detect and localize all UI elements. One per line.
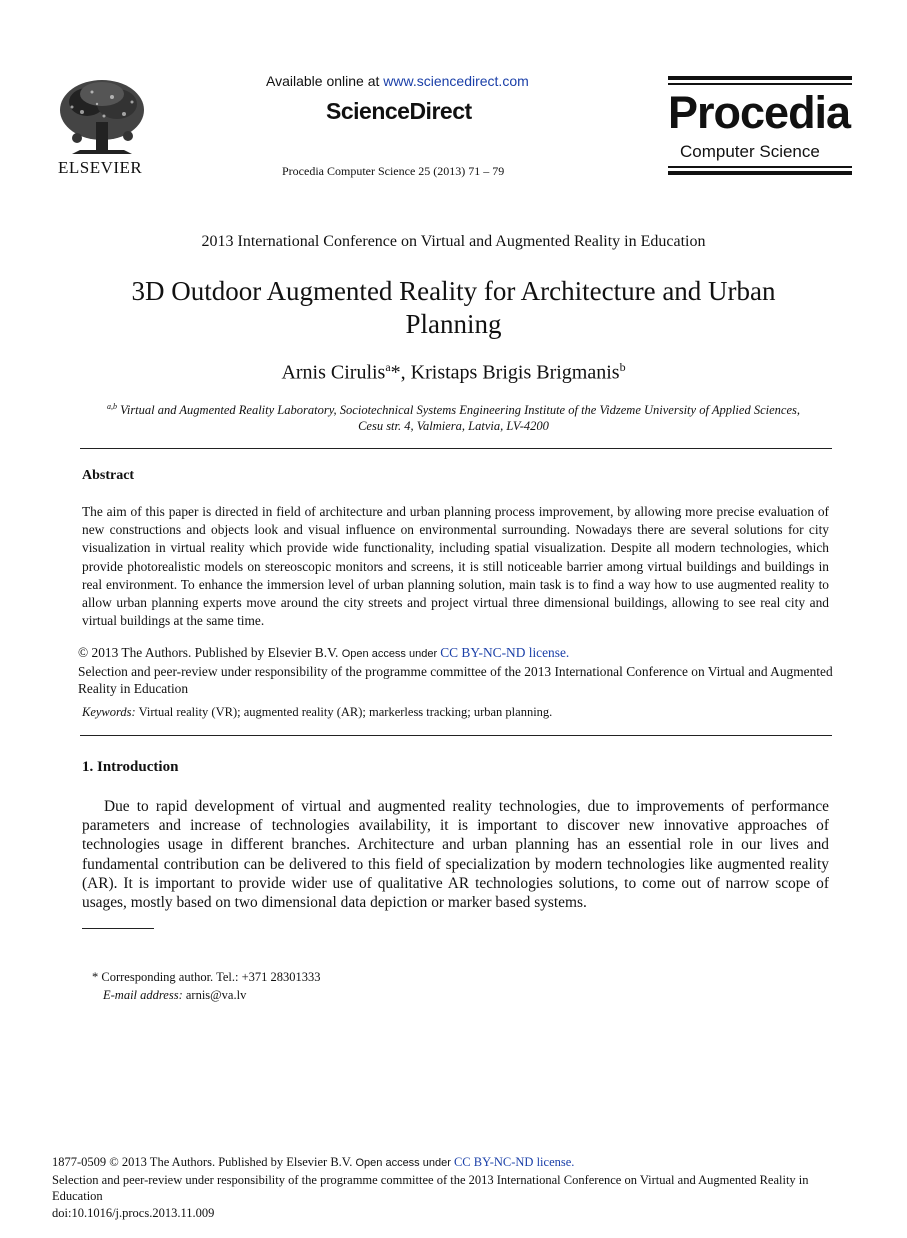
keywords-label: Keywords:	[82, 705, 136, 719]
affiliation-mark: a,b	[107, 402, 118, 411]
procedia-logo-title: Procedia	[668, 87, 851, 138]
email-label: E-mail address:	[103, 988, 183, 1002]
keywords-list: Virtual reality (VR); augmented reality (AR); markerless tracking; urban planning.	[135, 705, 553, 719]
procedia-logo-top-rule	[668, 76, 852, 80]
paper-title-line-1: 3D Outdoor Augmented Reality for Architecture and Urban	[131, 276, 776, 306]
footer-copyright-line	[52, 1154, 852, 1172]
procedia-logo-top-rule-thin	[668, 83, 852, 85]
peer-review-statement: Selection and peer-review under responsibility of the programme committee of the 2013 International Conference on Virtual and Augmented Reality in Education	[78, 664, 833, 696]
footer-open-access-label: Open access under	[355, 1157, 454, 1169]
introduction-paragraph: Due to rapid development of virtual and augmented reality technologies, due to improvements of performance parameters and increase of technologies availability, it is important to discover new innovative approaches of technologies usage in different branches. Architecture and urban planning has an essential role in our lives and fundamental contribution can be delivered to this field of specialization by modern technologies like augmented reality (AR). It is important to provide wider use of qualitative AR technologies solutions, to come out of narrow scope of usages, mostly based on two dimensional data depiction or marker based systems.	[82, 798, 829, 912]
author-separator: *,	[390, 361, 411, 384]
procedia-logo-bottom-rule-thin	[668, 166, 852, 168]
conference-name: 2013 International Conference on Virtual and Augmented Reality in Education	[201, 233, 706, 250]
sciencedirect-link[interactable]: www.sciencedirect.com	[383, 73, 529, 89]
footer-issn-copyright: 1877-0509 © 2013 The Authors. Published by Elsevier B.V.	[52, 1155, 356, 1169]
abstract-copyright	[78, 644, 838, 697]
abstract-top-rule	[80, 448, 832, 449]
paper-title-line-2: Planning	[405, 309, 502, 339]
footer-doi[interactable]: doi:10.1016/j.procs.2013.11.009	[52, 1205, 215, 1220]
available-prefix: Available online at	[266, 73, 384, 89]
paper-title	[80, 275, 827, 341]
email-note	[103, 988, 246, 1003]
procedia-logo-bottom-rule	[668, 171, 852, 175]
journal-reference: Procedia Computer Science 25 (2013) 71 – 79	[282, 164, 505, 178]
email-address[interactable]: arnis@va.lv	[182, 988, 247, 1002]
author-1-affil-mark: a	[385, 360, 391, 374]
page-footer	[52, 1154, 852, 1221]
copyright-text: © 2013 The Authors. Published by Elsevier B.V.	[78, 645, 342, 660]
footnote-rule	[82, 928, 154, 929]
author-2: Kristaps Brigis Brigmanis	[410, 361, 620, 384]
footer-license-link[interactable]: CC BY-NC-ND license.	[453, 1155, 575, 1169]
keywords	[82, 705, 552, 720]
affiliation-line-1	[70, 399, 837, 418]
license-link[interactable]: CC BY-NC-ND license.	[440, 645, 570, 660]
affiliation-line-2: Cesu str. 4, Valmiera, Latvia, LV-4200	[358, 419, 549, 434]
abstract-body: The aim of this paper is directed in field of architecture and urban planning process improvement, by allowing more precise evaluation of new constructions and objects look and visual influence on environmental surrounding. Nowadays there are several solutions for city visualization in virtual reality which provide wide functionality, including spatial visualization. Despite all modern technologies, which provide photorealistic models on stereoscopic monitors and screens, it is still noticeable barrier among virtual buildings and buildings in real environment. To enhance the immersion level of urban planning solution, main task is to find a way how to use augmented reality to allow urban planning experts move around the city streets and project virtual three dimensional buildings, allowing to see real city and virtual buildings at the same time.	[82, 504, 829, 629]
abstract-bottom-rule	[80, 735, 832, 736]
author-2-affil-mark: b	[619, 360, 626, 374]
author-list	[0, 360, 907, 385]
elsevier-wordmark: ELSEVIER	[58, 158, 143, 177]
section-heading-introduction: 1. Introduction	[82, 759, 179, 775]
footer-peer-review: Selection and peer-review under responsibility of the programme committee of the 2013 International Conference on Virtual and Augmented Reality in Education	[52, 1172, 809, 1203]
corresponding-author-note: * Corresponding author. Tel.: +371 28301333	[92, 970, 321, 984]
affiliation-text-1: Virtual and Augmented Reality Laboratory, Sociotechnical Systems Engineering Institute of the Vidzeme University of Applied Sciences,	[117, 403, 800, 418]
author-1: Arnis Cirulis	[281, 361, 386, 384]
available-online-line	[266, 73, 529, 89]
affiliation	[70, 399, 837, 434]
sciencedirect-logo: ScienceDirect	[326, 98, 472, 124]
open-access-label: Open access under	[341, 648, 441, 660]
procedia-logo-subtitle: Computer Science	[680, 142, 820, 161]
abstract-heading: Abstract	[82, 468, 135, 483]
